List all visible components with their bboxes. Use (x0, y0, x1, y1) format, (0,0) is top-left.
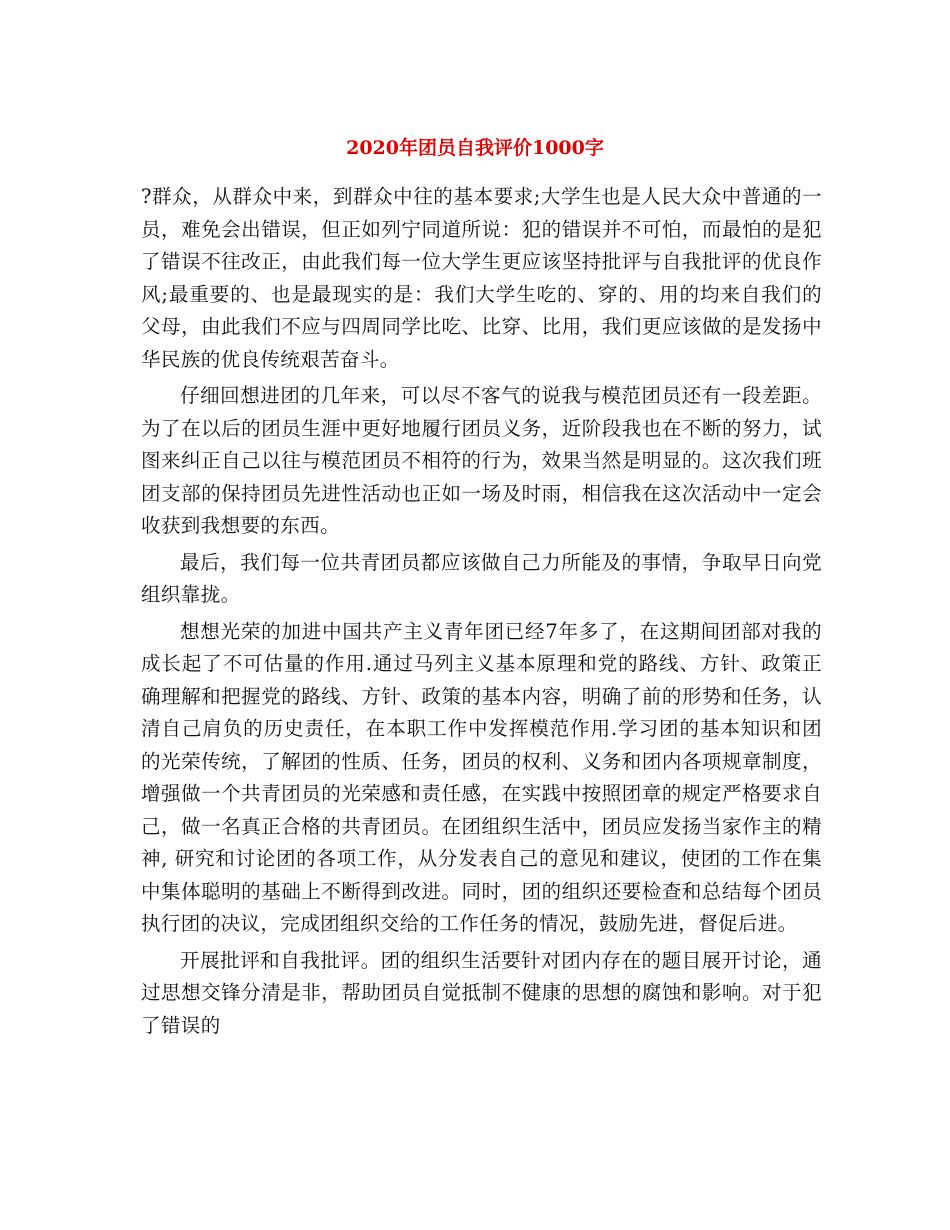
paragraph: 开展批评和自我批评。团的组织生活要针对团内存在的题目展开讨论，通过思想交锋分清是非，帮助团员自觉抵制不健康的思想的腐蚀和影响。对于犯了错误的 (141, 948, 822, 1037)
paragraph: 最后，我们每一位共青团员都应该做自己力所能及的事情，争取早日向党组织靠拢。 (141, 550, 822, 606)
document-body (141, 181, 822, 1046)
paragraph: ?群众，从群众中来，到群众中往的基本要求;大学生也是人民大众中普通的一员，难免会出错误，但正如列宁同道所说：犯的错误并不可怕，而最怕的是犯了错误不往改正，由此我们每一位大学生更应该坚持批评与自我批评的优良作风;最重要的、也是最现实的是：我们大学生吃的、穿的、用的均来自我们的父母，由此我们不应与四周同学比吃、比穿、比用，我们更应该做的是发扬中华民族的优良传统艰苦奋斗。 (141, 185, 822, 371)
paragraph: 想想光荣的加进中国共产主义青年团已经7年多了，在这期间团部对我的成长起了不可估量的作用.通过马列主义基本原理和党的路线、方针、政策正确理解和把握党的路线、方针、政策的基本内容，明确了前的形势和任务，认清自己肩负的历史责任，在本职工作中发挥模范作用.学习团的基本知识和团的光荣传统，了解团的性质、任务，团员的权利、义务和团内各项规章制度，增强做一个共青团员的光荣感和责任感，在实践中按照团章的规定严格要求自己，做一名真正合格的共青团员。在团组织生活中，团员应发扬当家作主的精神, 研究和讨论团的各项工作，从分发表自己的意见和建议，使团的工作在集中集体聪明的基础上不断得到改进。同时，团的组织还要检查和总结每个团员执行团的决议，完成团组织交给的工作任务的情况，鼓励先进，督促后进。 (141, 619, 822, 935)
document-title: 2020年团员自我评价1000字 (346, 137, 604, 159)
paragraph: 仔细回想进团的几年来，可以尽不客气的说我与模范团员还有一段差距。为了在以后的团员生涯中更好地履行团员义务，近阶段我也在不断的努力，试图来纠正自己以往与模范团员不相符的行为，效果当然是明显的。这次我们班团支部的保持团员先进性活动也正如一场及时雨，相信我在这次活动中一定会收获到我想要的东西。 (141, 384, 822, 537)
